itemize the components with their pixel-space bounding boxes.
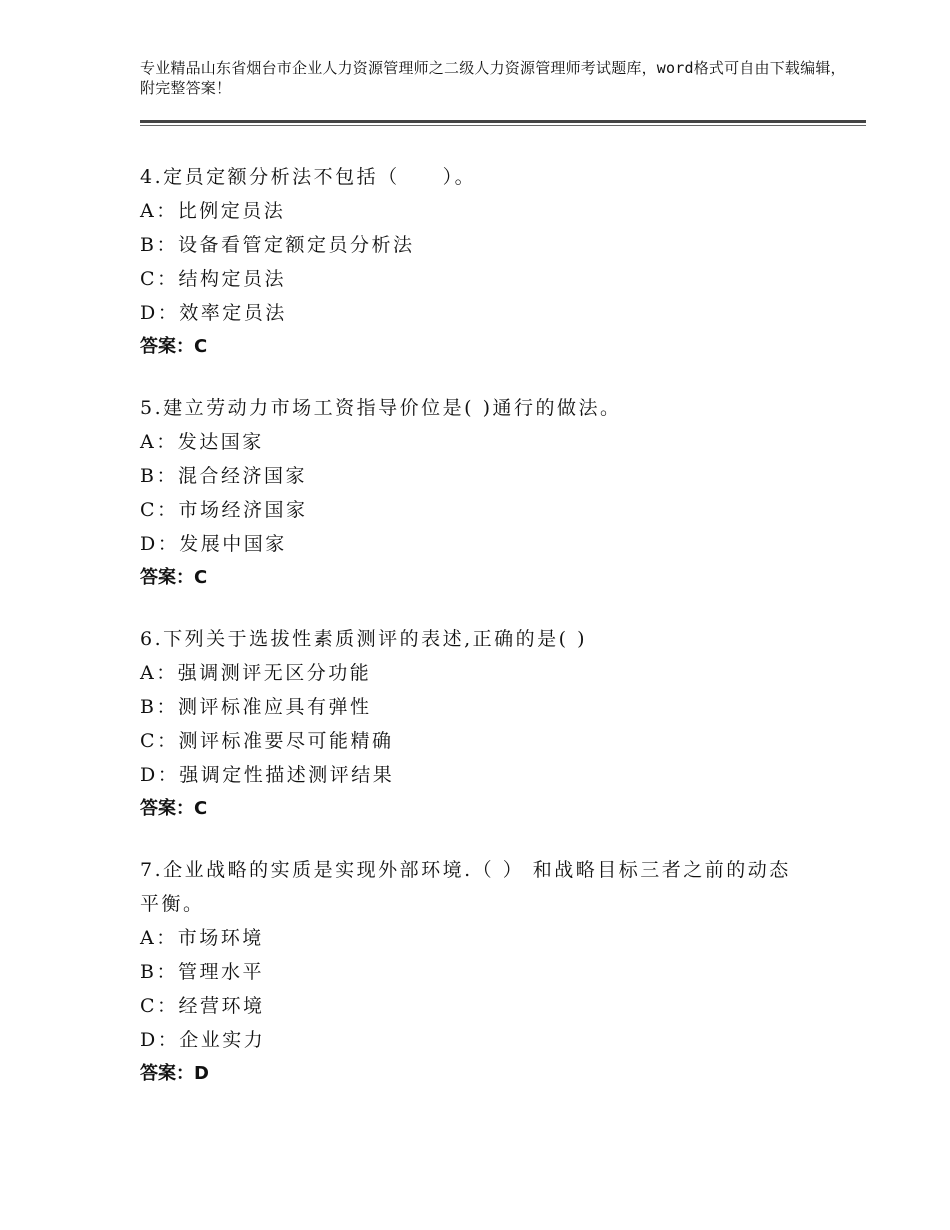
- option-a: A：发达国家: [140, 431, 264, 453]
- option-c: C：结构定员法: [140, 268, 287, 290]
- option-c: C：测评标准要尽可能精确: [140, 730, 394, 752]
- answer: 答案：D: [140, 1063, 209, 1084]
- question-list: [140, 160, 820, 1118]
- option-d: D：强调定性描述测评结果: [140, 764, 395, 786]
- option-a: A：比例定员法: [140, 200, 286, 222]
- header-divider-thick: [140, 120, 866, 123]
- option-b: B：混合经济国家: [140, 465, 307, 487]
- option-d: D：企业实力: [140, 1029, 266, 1051]
- option-a: A：强调测评无区分功能: [140, 662, 372, 684]
- answer: 答案：C: [140, 798, 208, 819]
- question-5: [140, 391, 820, 595]
- question-text: 5.建立劳动力市场工资指导价位是( )通行的做法。: [140, 397, 622, 419]
- question-text: 4.定员定额分析法不包括（ ）。: [140, 166, 477, 188]
- option-b: B：测评标准应具有弹性: [140, 696, 372, 718]
- document-header: 专业精品山东省烟台市企业人力资源管理师之二级人力资源管理师考试题库，word格式可自由下载编辑，附完整答案！: [140, 59, 846, 97]
- question-text: 6.下列关于选拔性素质测评的表述,正确的是( ): [140, 628, 588, 650]
- option-b: B：设备看管定额定员分析法: [140, 234, 415, 256]
- option-a: A：市场环境: [140, 927, 264, 949]
- question-7: [140, 853, 820, 1091]
- question-4: [140, 160, 820, 364]
- answer: 答案：C: [140, 567, 208, 588]
- option-d: D：效率定员法: [140, 302, 287, 324]
- option-c: C：经营环境: [140, 995, 265, 1017]
- option-b: B：管理水平: [140, 961, 264, 983]
- option-c: C：市场经济国家: [140, 499, 308, 521]
- header-divider-thin: [140, 125, 866, 126]
- answer: 答案：C: [140, 336, 208, 357]
- option-d: D：发展中国家: [140, 533, 287, 555]
- question-6: [140, 622, 820, 826]
- question-text: 7.企业战略的实质是实现外部环境.（ ） 和战略目标三者之前的动态平衡。: [140, 859, 791, 915]
